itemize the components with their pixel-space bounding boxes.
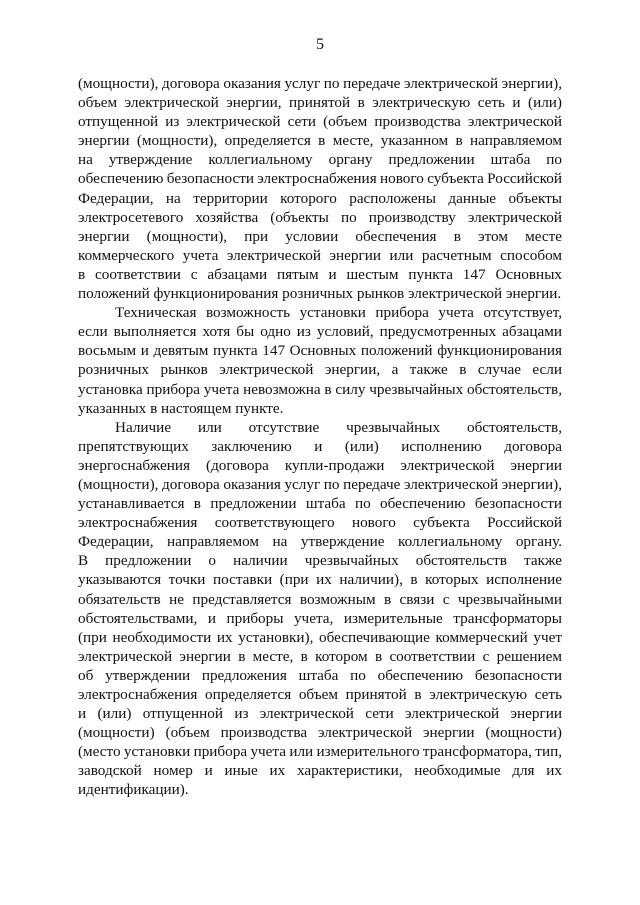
paragraph — [78, 303, 562, 418]
text-line: устанавливается в предложении штаба по обеспечению безопасности — [78, 495, 562, 513]
text-line: Федерации, на территории которого расположены данные объекты — [78, 189, 562, 207]
text-line: объем электрической энергии, принятой в электрическую сеть и (или) — [78, 94, 562, 112]
text-line: электросетевого хозяйства (объекты по производству электрической — [78, 208, 562, 226]
text-line: указываются точки поставки (при их наличии), в которых исполнение — [78, 571, 562, 589]
paragraph — [78, 74, 562, 303]
text-line: Наличие или отсутствие чрезвычайных обстоятельств, — [115, 418, 562, 436]
text-line: обязательств не представляется возможным в связи с чрезвычайными — [78, 590, 562, 608]
text-line: (мощности), договора оказания услуг по передаче электрической энергии), — [78, 475, 562, 493]
body-text — [78, 74, 562, 800]
text-line: энергии (мощности), определяется в месте, указанном в направляемом — [78, 132, 562, 150]
text-line: восьмым и девятым пункта 147 Основных положений функционирования — [78, 342, 562, 360]
text-line: и (или) отпущенной из электрической сети электрической энергии — [78, 705, 562, 723]
text-line: препятствующих заключению и (или) исполнению договора — [78, 437, 562, 455]
text-line: (при необходимости их установки), обеспечивающие коммерческий учет — [78, 628, 562, 646]
text-line: розничных рынков электрической энергии, а также в случае если — [78, 361, 562, 379]
text-line: обстоятельствами, и приборы учета, измерительные трансформаторы — [78, 609, 562, 627]
text-line: электрической энергии в месте, в котором в соответствии с решением — [78, 647, 562, 665]
text-line: в соответствии с абзацами пятым и шестым пункта 147 Основных — [78, 265, 562, 283]
text-line: энергии (мощности), при условии обеспечения в этом месте — [78, 227, 562, 245]
text-line: электроснабжения определяется объем принятой в электрическую сеть — [78, 686, 562, 703]
text-line: коммерческого учета электрической энергии или расчетным способом — [78, 246, 562, 264]
text-line: В предложении о наличии чрезвычайных обстоятельств также — [78, 552, 562, 570]
text-line: обеспечению безопасности электроснабжения нового субъекта Российской — [78, 170, 562, 188]
text-line: Федерации, направляемом на утверждение коллегиальному органу. — [78, 533, 562, 551]
paragraph — [78, 418, 562, 800]
text-line: (место установки прибора учета или измерительного трансформатора, тип, — [78, 743, 562, 761]
text-line: если выполняется хотя бы одно из условий, предусмотренных абзацами — [78, 323, 562, 341]
text-line: на утверждение коллегиальному органу предложении штаба по — [78, 151, 562, 169]
text-line: об утверждении предложения штаба по обеспечению безопасности — [78, 666, 562, 684]
text-line: (мощности) (объем производства электрической энергии (мощности) — [78, 724, 562, 742]
page-number: 5 — [316, 36, 324, 53]
text-line: заводской номер и иные их характеристики, необходимые для их — [78, 762, 562, 780]
text-line: (мощности), договора оказания услуг по передаче электрической энергии), — [78, 75, 562, 92]
text-line: энергоснабжения (договора купли-продажи электрической энергии — [78, 456, 562, 474]
text-line: положений функционирования розничных рынков электрической энергии. — [78, 285, 562, 303]
text-line: электроснабжения соответствующего нового субъекта Российской — [78, 514, 562, 532]
text-line: Техническая возможность установки прибора учета отсутствует, — [115, 304, 562, 322]
text-line: идентификации). — [78, 781, 189, 799]
text-line: отпущенной из электрической сети (объем производства электрической — [78, 113, 562, 131]
text-line: указанных в настоящем пункте. — [78, 399, 284, 417]
text-line: установка прибора учета невозможна в силу чрезвычайных обстоятельств, — [78, 380, 562, 398]
